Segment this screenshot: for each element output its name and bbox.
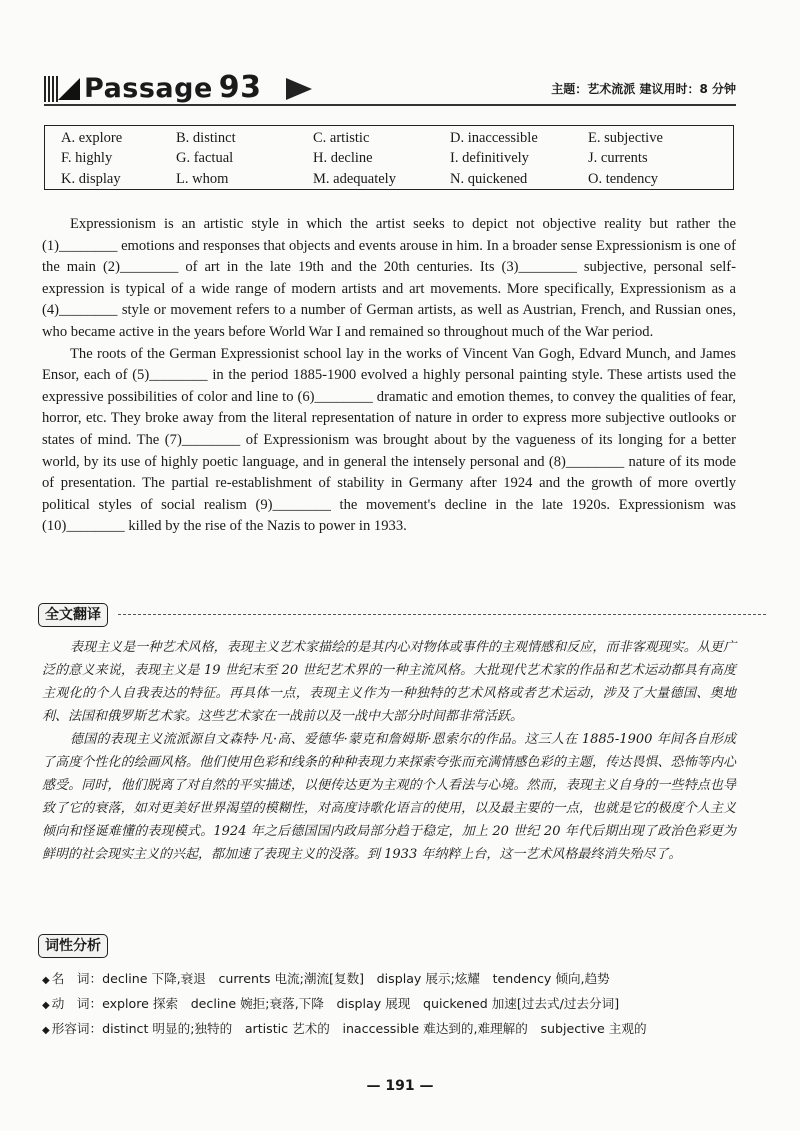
option-item: E. subjective (588, 130, 663, 146)
passage-meta: 主题：艺术流派 建议用时：8 分钟 (551, 82, 736, 96)
translation-heading (38, 603, 768, 627)
passage-title (84, 70, 262, 105)
diamond-bullet-icon: ◆ (42, 975, 50, 986)
vocab-category: 名 词： (51, 971, 103, 986)
option-item: C. artistic (313, 130, 370, 146)
option-item: M. adequately (313, 171, 396, 187)
option-item: H. decline (313, 150, 373, 166)
passage-paragraph: Expressionism is an artistic style in which the artist seeks to depict not objective reality but rather the (1)________ emotions and responses that objects and events arouse in him. In a broader sense Expressionism is one of the main (2)________ of art in the late 19th and the 20th centuries. Its (3)________ subjective, personal self-expression is typical of a wide range of modern artists and art movements. More specifically, Expressionism as a (4)________ style or movement refers to a number of German artists, as well as Austrian, French, and Russian ones, who became active in the years before World War I and remained so throughout much of the War period. (42, 216, 736, 340)
page-number: — 191 — (366, 1078, 434, 1094)
header-triangle-icon (58, 78, 80, 100)
option-item: L. whom (176, 171, 229, 187)
vocab-row (42, 1017, 742, 1042)
translation-paragraph: 德国的表现主义流派源自文森特·凡·高、爱德华·蒙克和詹姆斯·恩索尔的作品。这三人在 1885-1900 年间各自形成了高度个性化的绘画风格。他们使用色彩和线条的种种表现力来探索夸张而充满情感色彩的主题，传达畏惧、恐怖等内心感受。同时，他们脱离了对自然的平实描述，以便传达更为主观的个人看法与心境。然而，表现主义自身的一些特点也导致了它的衰落，如对更美好世界渴望的模糊性，对高度诗歌化语言的使用，以及最主要的一点，也就是它的极度个人主义倾向和怪诞难懂的表现模式。1924 年之后德国国内政局部分趋于稳定，加上 20 世纪 20 年代后期出现了政治色彩更为鲜明的社会现实主义的兴起，都加速了表现主义的没落。到 1933 年纳粹上台，这一艺术风格最终消失殆尽了。 (42, 732, 736, 862)
option-item: J. currents (588, 150, 648, 166)
option-item: G. factual (176, 150, 234, 166)
translation-badge: 全文翻译 (38, 603, 108, 627)
passage-header (44, 70, 736, 106)
vocab-content: distinct 明显的;独特的 artistic 艺术的 inaccessible 难达到的,难理解的 subjective 主观的 (102, 1021, 647, 1036)
option-item: F. highly (61, 150, 113, 166)
vocab-row (42, 967, 742, 992)
vocab-list (42, 967, 742, 1042)
dashed-divider (118, 614, 766, 615)
passage-body (42, 214, 736, 538)
vocab-category: 动 词： (51, 996, 103, 1011)
diamond-bullet-icon: ◆ (42, 1000, 50, 1011)
translation-body (42, 636, 736, 866)
translation-paragraph: 表现主义是一种艺术风格，表现主义艺术家描绘的是其内心对物体或事件的主观情感和反应，而非客观现实。从更广泛的意义来说，表现主义是 19 世纪末至 20 世纪艺术界的一种主流风格。大批现代艺术家的作品和艺术运动都具有高度主观化的个人自我表达的特征。再具体一点，表现主义作为一种独特的艺术风格或者艺术运动，涉及了大量德国、奥地利、法国和俄罗斯艺术家。这些艺术家在一战前以及一战中大部分时间都非常活跃。 (42, 640, 736, 724)
option-item: I. definitively (450, 150, 529, 166)
header-rule (44, 104, 736, 106)
passage-number: 93 (218, 70, 262, 105)
vocab-content: decline 下降,衰退 currents 电流;潮流[复数] display 展示;炫耀 tendency 倾向,趋势 (102, 971, 610, 986)
vocab-heading (38, 934, 158, 958)
option-item: A. explore (61, 130, 123, 146)
vocab-content: explore 探索 decline 婉拒;衰落,下降 display 展现 quickened 加速[过去式/过去分词] (102, 996, 620, 1011)
vocab-category: 形容词： (51, 1021, 103, 1036)
passage-paragraph: The roots of the German Expressionist school lay in the works of Vincent Van Gogh, Edvard Munch, and James Ensor, each of (5)________ in the period 1885-1900 evolved a highly personal painting style. These artists used the expressive possibilities of color and line to (6)________ dramatic and emotion themes, to convey the qualities of fear, horror, etc. They broke away from the literal representation of nature in order to express more subjective outlooks or states of mind. The (7)________ of Expressionism was brought about by the vagueness of its longing for a better world, by its use of highly poetic language, and in general the intensely personal and (8)________ nature of its mode of presentation. The partial re-establishment of stability in Germany after 1924 and the growth of more overtly political styles of social realism (9)________ the movement's decline in the late 1920s. Expressionism was (10)________ killed by the rise of the Nazis to power in 1933. (42, 345, 736, 535)
passage-title-text: Passage (84, 73, 213, 104)
diamond-bullet-icon: ◆ (42, 1025, 50, 1036)
header-stripe-decoration (44, 76, 58, 102)
vocab-badge: 词性分析 (38, 934, 108, 958)
option-item: B. distinct (176, 130, 236, 146)
header-arrow-icon (286, 78, 312, 100)
word-bank (44, 125, 734, 190)
option-item: O. tendency (588, 171, 659, 187)
vocab-row (42, 992, 742, 1017)
option-item: K. display (61, 171, 121, 187)
option-item: D. inaccessible (450, 130, 538, 146)
option-item: N. quickened (450, 171, 528, 187)
